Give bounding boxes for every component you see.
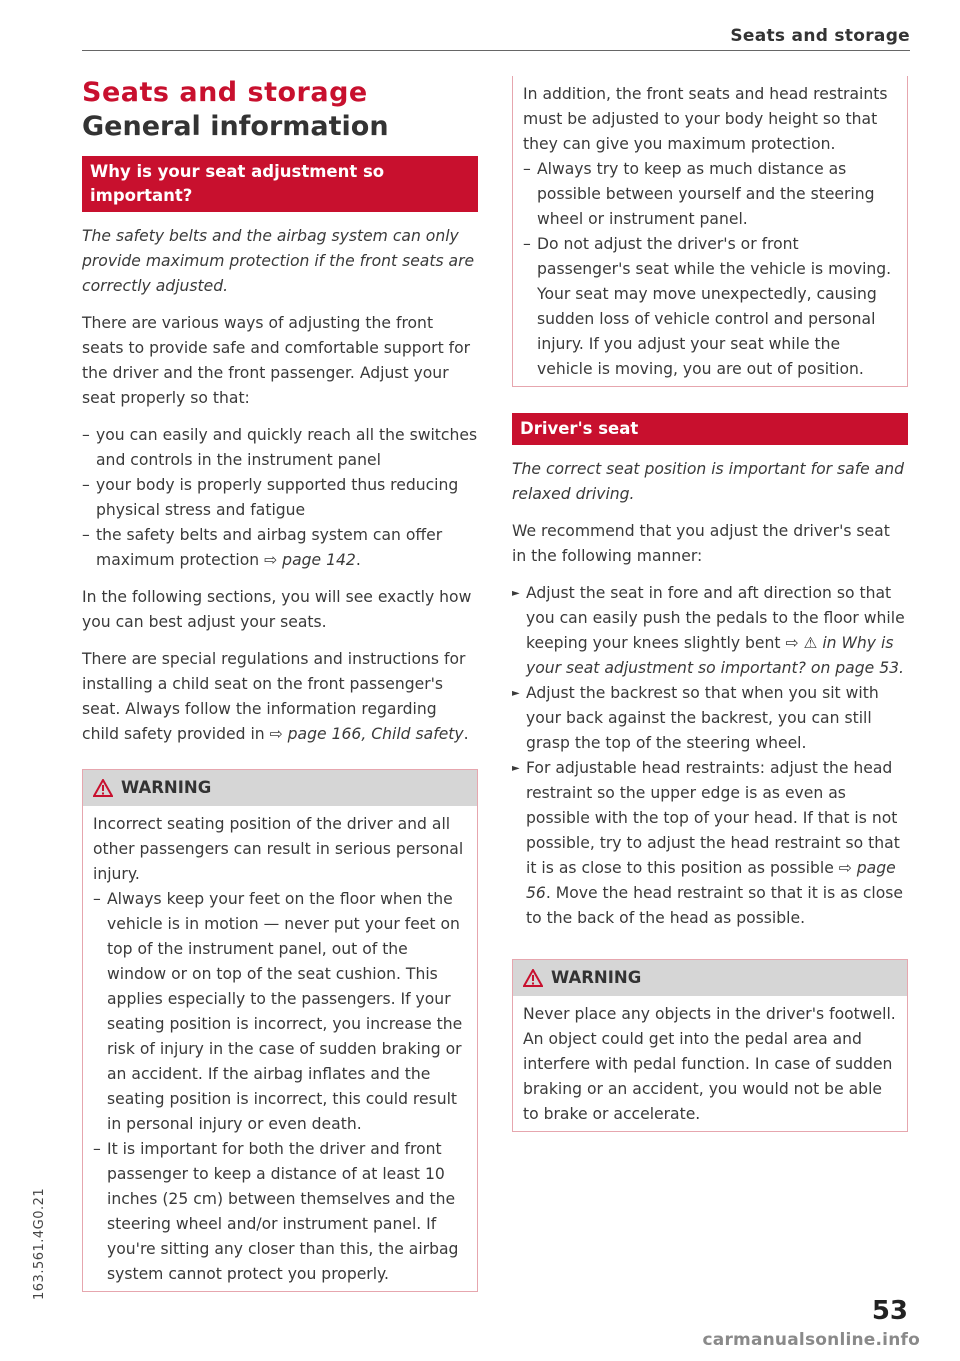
subsection-bar-seat-adjustment: Why is your seat adjustment so important? xyxy=(82,156,478,212)
warning-body xyxy=(83,806,477,1291)
list-item: – you can easily and quickly reach all the switches and controls in the instrument panel xyxy=(82,423,478,473)
paragraph: We recommend that you adjust the driver's seat in the following manner: xyxy=(512,522,890,565)
running-title: Seats and storage xyxy=(730,26,910,46)
page-number: 53 xyxy=(871,1296,908,1326)
paragraph: In the following sections, you will see exactly how you can best adjust your seats. xyxy=(82,588,472,631)
step-list xyxy=(512,581,908,931)
list-item: – Do not adjust the driver's or front passenger's seat while the vehicle is moving. Your seat may move unexpectedly, causing sudden loss of vehicle control and personal injury. If you adjust your seat while the vehicle is moving, you are out of position. xyxy=(523,232,897,382)
subsection-bar-drivers-seat: Driver's seat xyxy=(512,413,908,445)
warning-text: Incorrect seating position of the driver and all other passengers can result in serious personal injury. xyxy=(93,815,464,883)
warning-box xyxy=(82,769,478,1292)
intro-text: The safety belts and the airbag system can only provide maximum protection if the front seats are correctly adjusted. xyxy=(82,227,475,295)
warning-header xyxy=(513,960,907,996)
header-rule xyxy=(82,50,910,51)
warning-title: WARNING xyxy=(551,968,642,987)
warning-text: In addition, the front seats and head restraints must be adjusted to your body height so that they can give you maximum protection. xyxy=(523,85,888,153)
left-column xyxy=(82,76,478,1292)
page-link-166[interactable]: ⇨ page 166, Child safety xyxy=(269,725,464,743)
warning-triangle-icon xyxy=(523,969,543,987)
page-link-53[interactable]: ⇨ ⚠ in Why is your seat adjustment so important? on page 53. xyxy=(526,634,904,677)
step-item: ► Adjust the backrest so that when you sit with your back against the backrest, you can still grasp the top of the steering wheel. xyxy=(512,681,908,756)
step-item: ► Adjust the seat in fore and aft direction so that you can easily push the pedals to the floor while keeping your knees slightly bent ⇨ ⚠ in Why is your seat adjustment so important? on page 53. xyxy=(512,581,908,681)
section-heading: General information xyxy=(82,111,389,142)
list-item: – the safety belts and airbag system can offer maximum protection ⇨ page 142. xyxy=(82,523,478,573)
paragraph: There are various ways of adjusting the front seats to provide safe and comfortable support for the driver and the front passenger. Adjust your seat properly so that: xyxy=(82,314,471,407)
warning-text: Never place any objects in the driver's footwell. An object could get into the pedal area and interfere with pedal function. In case of sudden braking or an accident, you would not be able to brake or accelerate. xyxy=(523,1005,896,1123)
right-column xyxy=(512,76,908,1132)
document-code: 163.561.4G0.21 xyxy=(32,1187,47,1300)
step-item: ► For adjustable head restraints: adjust the head restraint so the upper edge is as even as possible with the top of your head. If that is not possible, try to adjust the head restraint so that it is as close to this position as possible ⇨ page 56. Move the head restraint so that it is as close to the back of the head as possible. xyxy=(512,756,908,931)
intro-text: The correct seat position is important for safe and relaxed driving. xyxy=(512,460,905,503)
watermark: carmanualsonline.info xyxy=(702,1330,920,1350)
list-item: – your body is properly supported thus reducing physical stress and fatigue xyxy=(82,473,478,523)
page-link-56[interactable]: ⇨ page 56 xyxy=(526,859,896,902)
chapter-title: Seats and storage xyxy=(82,77,368,108)
warning-title: WARNING xyxy=(121,778,212,797)
list-item: – Always try to keep as much distance as possible between yourself and the steering wheel or instrument panel. xyxy=(523,157,897,232)
warning-header xyxy=(83,770,477,806)
warning-triangle-icon xyxy=(93,779,113,797)
warning-body xyxy=(513,76,907,386)
list-item: – Always keep your feet on the floor when the vehicle is in motion — never put your feet on top of the instrument panel, out of the window or on top of the seat cushion. This applies especially to the passengers. If your seating position is incorrect, you increase the risk of injury in the case of sudden braking or an accident. If the airbag inflates and the seating position is incorrect, this could result in personal injury or even death. xyxy=(93,887,467,1137)
bullet-list xyxy=(82,423,478,573)
warning-box-continued xyxy=(512,76,908,387)
page-link-142[interactable]: ⇨ page 142 xyxy=(264,551,356,569)
warning-body xyxy=(513,996,907,1131)
warning-box xyxy=(512,959,908,1132)
list-item: – It is important for both the driver and front passenger to keep a distance of at least 10 inches (25 cm) between themselves and the steering wheel and/or instrument panel. If you're sitting any closer than this, the airbag system cannot protect you properly. xyxy=(93,1137,467,1287)
paragraph: There are special regulations and instructions for installing a child seat on the front passenger's seat. Always follow the information regarding child safety provided in ⇨ page 166, Child safety. xyxy=(82,650,469,743)
